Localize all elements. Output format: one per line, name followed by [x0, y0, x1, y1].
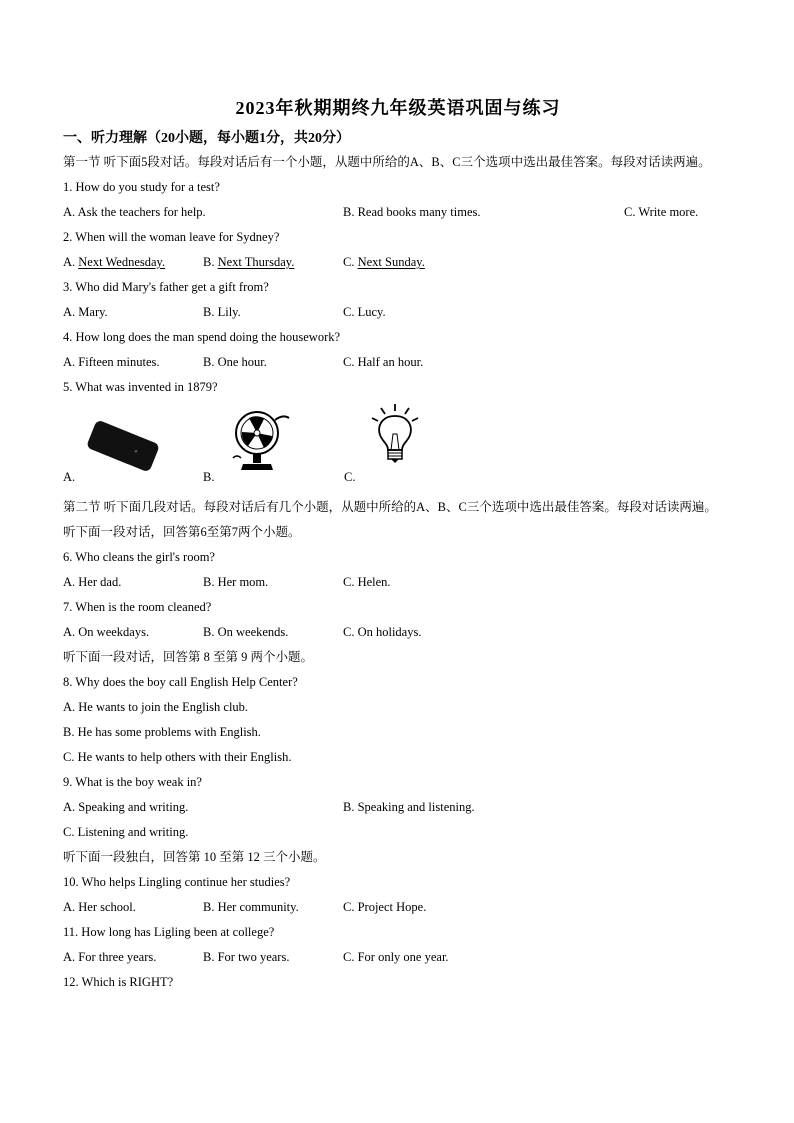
option-c[interactable]: C. Listening and writing. [63, 825, 189, 839]
option-text: Next Wednesday. [78, 255, 166, 269]
option-b[interactable]: B. Her community. [203, 900, 299, 914]
option-b[interactable]: B. Read books many times. [343, 205, 481, 219]
option-a[interactable]: A. Her dad. [63, 575, 122, 589]
option-a-label[interactable]: A. [63, 470, 76, 484]
option-b[interactable]: B. Her mom. [203, 575, 269, 589]
option-b[interactable]: B. One hour. [203, 355, 267, 369]
monologue-intro: 听下面一段独白，回答第 10 至第 12 三个小题。 [63, 850, 326, 864]
question-9: 9. What is the boy weak in? [63, 775, 202, 789]
question-1: 1. How do you study for a test? [63, 180, 220, 194]
option-b[interactable]: B. Lily. [203, 305, 241, 319]
question-9-options [63, 795, 733, 820]
option-c[interactable]: C. Project Hope. [343, 900, 427, 914]
question-7: 7. When is the room cleaned? [63, 600, 212, 614]
option-b[interactable]: B. Speaking and listening. [343, 800, 475, 814]
page-title: 2023年秋期期终九年级英语巩固与练习 [235, 98, 561, 118]
option-letter: A. [63, 255, 79, 269]
exam-page [63, 96, 733, 995]
question-1-options [63, 200, 733, 225]
option-a[interactable]: A. For three years. [63, 950, 157, 964]
phone-icon [83, 418, 163, 474]
question-8: 8. Why does the boy call English Help Center? [63, 675, 298, 689]
part1-instructions: 第一节 听下面5段对话。每段对话后有一个小题，从题中所给的A、B、C三个选项中选出最佳答案。每段对话读两遍。 [63, 155, 711, 169]
option-c[interactable]: C. Write more. [624, 205, 699, 219]
question-2: 2. When will the woman leave for Sydney? [63, 230, 280, 244]
option-a[interactable] [63, 250, 203, 275]
option-c[interactable]: C. He wants to help others with their English. [63, 750, 292, 764]
option-c[interactable]: C. On holidays. [343, 625, 422, 639]
question-11: 11. How long has Ligling been at college? [63, 925, 275, 939]
option-a[interactable]: A. On weekdays. [63, 625, 150, 639]
section-heading: 一、听力理解（20小题，每小题1分，共20分） [63, 131, 350, 146]
option-b-label[interactable]: B. [203, 470, 215, 484]
question-5: 5. What was invented in 1879? [63, 380, 218, 394]
question-5-picture-options [63, 400, 733, 495]
option-c[interactable]: C. Helen. [343, 575, 391, 589]
option-c[interactable]: C. Half an hour. [343, 355, 424, 369]
option-b[interactable]: B. For two years. [203, 950, 290, 964]
question-3: 3. Who did Mary's father get a gift from? [63, 280, 269, 294]
option-letter: B. [203, 255, 218, 269]
option-a[interactable]: A. Speaking and writing. [63, 800, 189, 814]
question-4-options [63, 350, 733, 375]
option-c[interactable] [343, 250, 483, 275]
option-text: Next Sunday. [357, 255, 425, 269]
option-a[interactable]: A. Fifteen minutes. [63, 355, 160, 369]
dialog-1-intro: 听下面一段对话，回答第6至第7两个小题。 [63, 525, 301, 539]
option-a[interactable]: A. Mary. [63, 305, 108, 319]
option-a[interactable]: A. Her school. [63, 900, 136, 914]
option-c[interactable]: C. For only one year. [343, 950, 449, 964]
option-b[interactable]: B. On weekends. [203, 625, 289, 639]
option-c[interactable]: C. Lucy. [343, 305, 386, 319]
question-2-options [63, 250, 733, 275]
option-letter: C. [343, 255, 358, 269]
option-a[interactable]: A. He wants to join the English club. [63, 700, 249, 714]
option-a[interactable]: A. Ask the teachers for help. [63, 205, 206, 219]
dialog-2-intro: 听下面一段对话，回答第 8 至第 9 两个小题。 [63, 650, 314, 664]
question-10-options [63, 895, 733, 920]
part2-instructions: 第二节 听下面几段对话。每段对话后有几个小题，从题中所给的A、B、C三个选项中选出最佳答案。每段对话读两遍。 [63, 500, 717, 514]
question-11-options [63, 945, 733, 970]
electric-fan-icon [231, 406, 293, 476]
option-text: Next Thursday. [217, 255, 295, 269]
question-6: 6. Who cleans the girl's room? [63, 550, 215, 564]
question-12: 12. Which is RIGHT? [63, 975, 174, 989]
question-3-options [63, 300, 733, 325]
question-7-options [63, 620, 733, 645]
option-c-label[interactable]: C. [344, 470, 356, 484]
question-10: 10. Who helps Lingling continue her studies? [63, 875, 291, 889]
light-bulb-icon [368, 402, 422, 468]
option-b[interactable] [203, 250, 343, 275]
option-b[interactable]: B. He has some problems with English. [63, 725, 261, 739]
question-4: 4. How long does the man spend doing the housework? [63, 330, 341, 344]
question-6-options [63, 570, 733, 595]
